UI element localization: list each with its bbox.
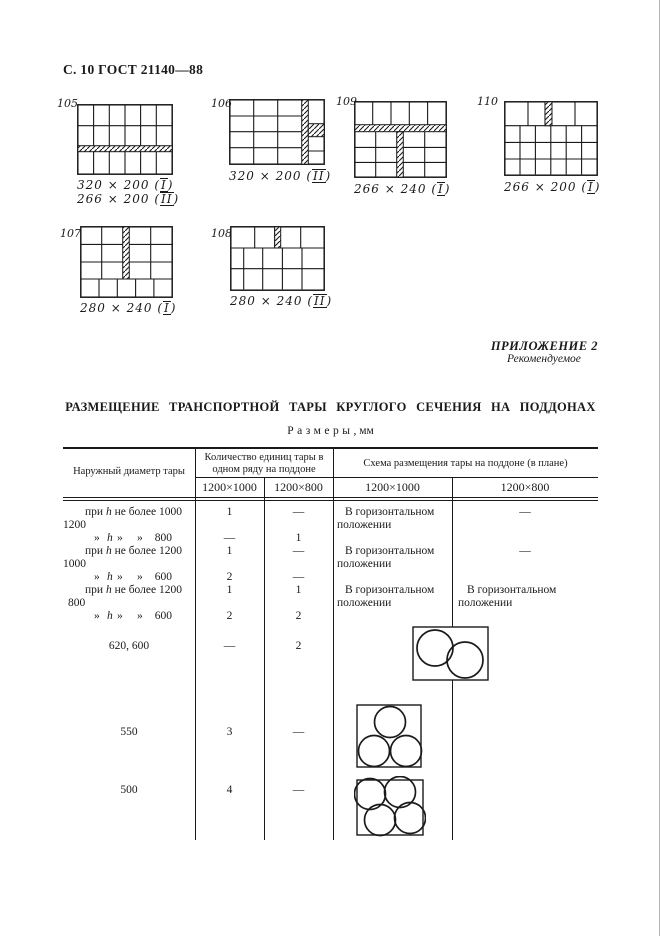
figure-108-number: 108 [211,227,232,240]
row1-scheme1-line1: В горизонтальном [345,506,435,518]
figure-109-caption: 266 × 240 (I) [354,182,451,196]
row3-diameter: 1000 [63,558,86,570]
row7-diameter: 620, 600 [108,640,150,652]
col-header-scheme: Схема размещения тары на поддоне (в плане) [363,458,568,469]
row5-scheme1-line1: В горизонтальном [345,584,435,596]
row8-qty-1200x1000: 3 [226,726,233,738]
row4-h: h [107,571,113,583]
row2-ditto2: » [117,532,123,544]
row3-scheme2: — [519,545,531,557]
figure-106-diagram [229,99,325,165]
figure-110-number: 110 [477,95,498,108]
col-header-qty-line2: одном ряду на поддоне [212,464,316,475]
table-top-border [63,447,598,449]
row5-diameter: 800 [68,597,86,609]
row5-condition: при h не более 1200 [85,584,182,596]
figure-110-diagram [504,101,598,176]
row7-qty-1200x800: 2 [295,640,302,652]
row2-height-value: 800 [154,532,172,544]
figure-107-caption: 280 × 240 (I) [80,301,177,315]
row2-qty-1200x1000: — [223,532,236,544]
row6-h: h [107,610,113,622]
figure-110-caption: 266 × 200 (I) [504,180,601,194]
row3-scheme1-line2: положении [337,558,392,570]
row8-diameter: 550 [120,726,138,738]
row4-qty-1200x800: — [292,571,305,583]
row6-ditto3: » [137,610,143,622]
figure-109-number: 109 [336,95,357,108]
row9-diameter: 500 [120,784,138,796]
row5-qty-1200x1000: 1 [226,584,233,596]
row5-scheme2-line1: В горизонтальном [467,584,557,596]
figure-106-caption: 320 × 200 (II) [229,169,332,183]
subcol-qty-1200x800: 1200×800 [274,480,323,494]
col-header-qty-line1: Количество единиц тары в [204,452,324,463]
table-group-underline [195,477,598,478]
figure-107-diagram [80,226,173,298]
figure-105-diagram [77,104,173,175]
figure-105-number: 105 [57,97,78,110]
subcol-qty-1200x1000: 1200×1000 [202,480,257,494]
row6-height-value: 600 [154,610,172,622]
figure-108-caption: 280 × 240 (II) [230,294,333,308]
row3-qty-1200x800: — [292,545,305,557]
row6-ditto2: » [117,610,123,622]
table-header-double-line [63,497,598,501]
row3-scheme1-line1: В горизонтальном [345,545,435,557]
row6-qty-1200x800: 2 [295,610,302,622]
units-note: Размеры, мм [287,425,374,437]
row6-ditto1: » [94,610,100,622]
row1-qty-1200x1000: 1 [226,506,233,518]
row4-ditto1: » [94,571,100,583]
row1-scheme1-line2: положении [337,519,392,531]
row2-ditto1: » [94,532,100,544]
appendix-subtitle: Рекомендуемое [507,353,581,365]
row1-diameter: 1200 [63,519,86,531]
section-title: РАЗМЕЩЕНИЕ ТРАНСПОРТНОЙ ТАРЫ КРУГЛОГО СЕЧЕНИЯ НА ПОДДОНАХ [65,400,596,414]
figure-109-diagram [354,101,447,178]
scheme-500-diagram [354,776,426,838]
row8-qty-1200x800: — [292,726,305,738]
row6-qty-1200x1000: 2 [226,610,233,622]
figure-106-number: 106 [211,97,232,110]
row1-scheme2: — [519,506,531,518]
figure-107-number: 107 [60,227,81,240]
row4-qty-1200x1000: 2 [226,571,233,583]
page-header: С. 10 ГОСТ 21140—88 [63,62,204,77]
row2-qty-1200x800: 1 [295,532,302,544]
row1-condition: при h не более 1000 [85,506,182,518]
col-header-diameter: Наружный диаметр тары [73,466,185,477]
subcol-scheme-1200x800: 1200×800 [500,480,550,494]
row1-qty-1200x800: — [292,506,305,518]
row3-qty-1200x1000: 1 [226,545,233,557]
figure-108-diagram [230,226,325,291]
row3-condition: при h не более 1200 [85,545,182,557]
figure-105-caption: 320 × 200 (I) 266 × 200 (II) [77,178,180,206]
scheme-620-600-diagram [411,624,490,682]
row9-qty-1200x800: — [292,784,305,796]
row5-scheme2-line2: положении [458,597,513,609]
subcol-scheme-1200x1000: 1200×1000 [365,480,420,494]
row9-qty-1200x1000: 4 [226,784,233,796]
row5-scheme1-line2: положении [337,597,392,609]
row2-ditto3: » [137,532,143,544]
scheme-550-diagram [355,701,425,769]
row2-h: h [107,532,113,544]
row5-qty-1200x800: 1 [295,584,302,596]
row4-ditto3: » [137,571,143,583]
appendix-title: ПРИЛОЖЕНИЕ 2 [490,339,598,353]
scan-edge-line [659,0,660,936]
row4-height-value: 600 [154,571,172,583]
table-vline-3 [333,447,334,840]
row7-qty-1200x1000: — [223,640,236,652]
row4-ditto2: » [117,571,123,583]
